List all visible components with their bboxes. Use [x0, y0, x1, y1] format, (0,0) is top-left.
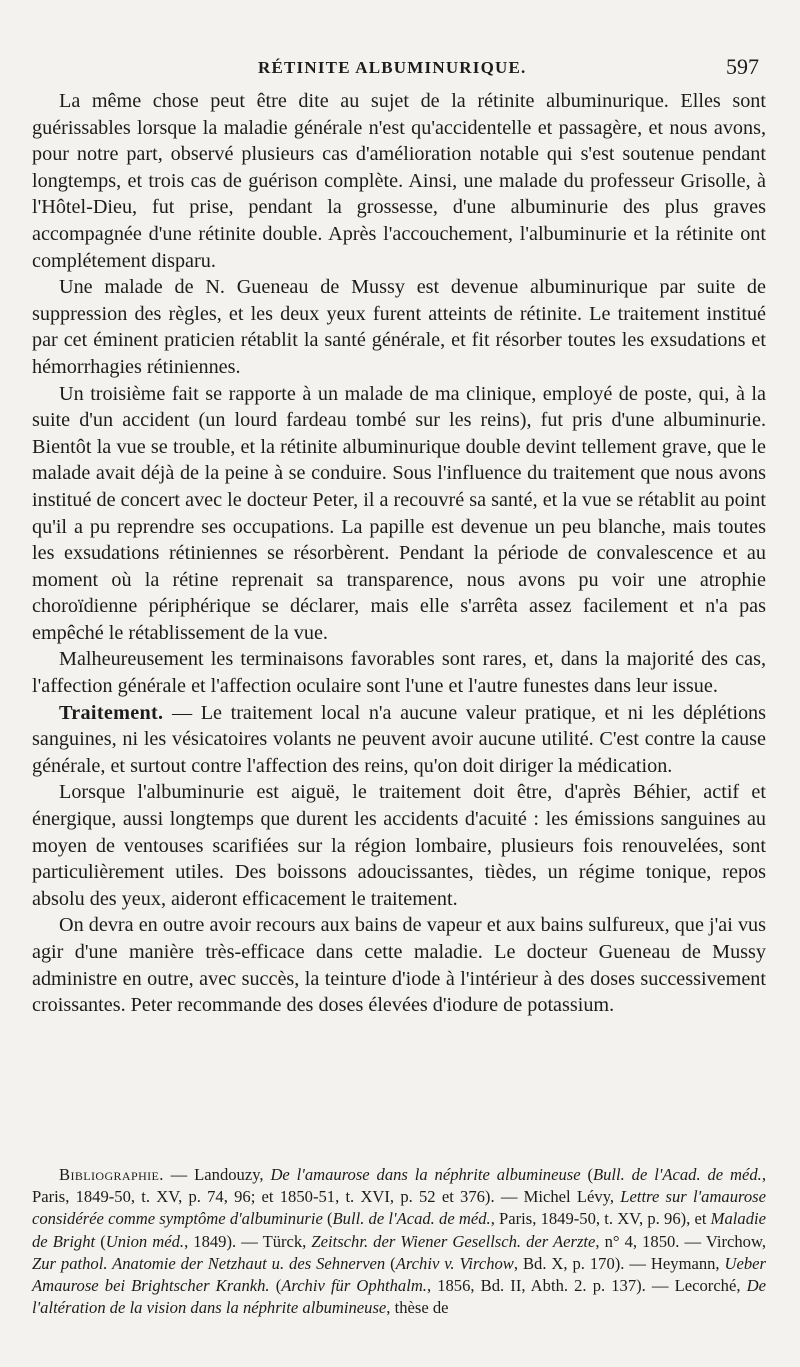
citation-text: ( — [385, 1253, 396, 1273]
citation-title: Bull. de l'Acad. de méd. — [332, 1209, 491, 1229]
citation-text: ( — [95, 1231, 106, 1251]
citation-text: ( — [269, 1276, 282, 1296]
paragraph: Lorsque l'albuminurie est aiguë, le traitement doit être, d'après Béhier, actif et énergique, aussi longtemps que durent les accidents d'acuité : les émissions sanguines au moyen de ventouses scarifiées sur la région lombaire, plusieurs fois renouvelées, sont particulièrement utiles. Des boissons adoucissantes, tièdes, un régime tonique, repos absolu des yeux, aideront efficacement le traitement. — [32, 781, 766, 910]
main-text — [32, 88, 766, 1019]
paragraph: Un troisième fait se rapporte à un malade de ma clinique, employé de poste, qui, à la suite d'un accident (un lourd fardeau tombé sur les reins), fut pris d'une albuminurie. Bientôt la vue se trouble, et la rétinite albuminurique double devint tellement grave, que le malade avait déjà de la peine à se conduire. Sous l'influence du traitement que nous avons institué de concert avec le docteur Peter, il a recouvré sa santé, et la vue se rétablit au point qu'il a pu reprendre ses occupations. La papille est devenue un peu blanche, mais toutes les exsudations rétiniennes se résorbèrent. Pendant la période de convalescence et au moment où la rétine reprenait sa transparence, nous avons pu voir une atrophie choroïdienne périphérique se déclarer, mais elle s'arrêta assez facilement et n'a pas empêché le rétablissement de la vue. — [32, 382, 766, 644]
citation-title: Lettre sur l'amaurose considérée comme symptôme d'albuminurie — [32, 1187, 766, 1229]
page-number: 597 — [726, 54, 759, 79]
citation-text: , n° 4, 1850. — Virchow, — [595, 1231, 766, 1251]
bibliography-paragraph — [32, 1164, 766, 1319]
page-header — [0, 54, 800, 84]
bibliography-label: Bibliographie. — [59, 1165, 164, 1184]
citation-text: , Paris, 1849-50, t. XV, p. 74, 96; et 1850-51, t. XVI, p. 52 et 376). — Michel Lévy, — [32, 1165, 766, 1207]
citation-text: ( — [580, 1165, 593, 1184]
citation-title: De l'amaurose dans la néphrite albumineuse — [270, 1165, 581, 1184]
citation-text: , thèse de — [386, 1298, 449, 1318]
citation-text: ( — [322, 1209, 333, 1229]
running-title: RÉTINITE ALBUMINURIQUE. — [258, 58, 527, 77]
citation-title: Zur pathol. Anatomie der Netzhaut u. des Sehnerven — [32, 1253, 386, 1273]
section-lead: Traitement. — [59, 701, 164, 724]
citation-title: Union méd. — [105, 1231, 185, 1251]
citation-title: Ueber Amaurose bei Brightscher Krankh. — [32, 1253, 766, 1296]
citation-title: Archiv v. Virchow — [395, 1253, 514, 1273]
citation-title: Maladie de Bright — [32, 1209, 766, 1251]
citation-text: , 1849). — Türck, — [184, 1231, 312, 1251]
citation-text: — Landouzy, — [163, 1165, 271, 1184]
citation-text: , Bd. X, p. 170). — Heymann, — [513, 1253, 725, 1273]
paragraph: On devra en outre avoir recours aux bains de vapeur et aux bains sulfureux, que j'ai vus agir d'une manière très-efficace dans cette maladie. Le docteur Gueneau de Mussy administre en outre, avec succès, la teinture d'iode à l'intérieur à des doses successivement croissantes. Peter recommande des doses élevées d'iodure de potassium. — [32, 914, 766, 1017]
bibliography — [32, 1164, 766, 1319]
citation-title: Archiv für Ophthalm. — [281, 1276, 427, 1296]
citation-text: , Paris, 1849-50, t. XV, p. 96), et — [490, 1209, 711, 1229]
paragraph: Une malade de N. Gueneau de Mussy est devenue albuminurique par suite de suppression des règles, et les deux yeux furent atteints de rétinite. Le traitement institué par cet éminent praticien rétablit la santé générale, et fit résorber toutes les exsudations et hémorrhagies rétiniennes. — [32, 276, 766, 378]
citation-title: Zeitschr. der Wiener Gesellsch. der Aerzte — [311, 1231, 596, 1251]
paragraph-text: — Le traitement local n'a aucune valeur pratique, et ni les déplétions sanguines, ni les vésicatoires volants ne peuvent avoir aucune utilité. C'est contre la cause générale, et surtout contre l'affection des reins, qu'on doit diriger la médication. — [32, 701, 766, 777]
citation-title: Bull. de l'Acad. de méd. — [593, 1165, 762, 1184]
citation-text: , 1856, Bd. II, Abth. 2. p. 137). — Lecorché, — [426, 1276, 747, 1296]
traitement-paragraph — [32, 700, 766, 780]
paragraph: La même chose peut être dite au sujet de la rétinite albuminurique. Elles sont guérissables lorsque la maladie générale n'est qu'accidentelle et passagère, et nous avons, pour notre part, observé plusieurs cas d'amélioration notable qui s'est soutenue pendant longtemps, et trois cas de guérison complète. Ainsi, une malade du professeur Grisolle, à l'Hôtel-Dieu, fut prise, pendant la grossesse, d'une albuminurie des plus graves accompagnée d'une rétinite double. Après l'accouchement, l'albuminurie et la rétinite ont complétement disparu. — [32, 90, 766, 272]
paragraph: Malheureusement les terminaisons favorables sont rares, et, dans la majorité des cas, l'affection générale et l'affection oculaire sont l'une et l'autre funestes dans leur issue. — [32, 648, 766, 698]
citation-title: De l'altération de la vision dans la néphrite albumineuse — [32, 1276, 766, 1318]
